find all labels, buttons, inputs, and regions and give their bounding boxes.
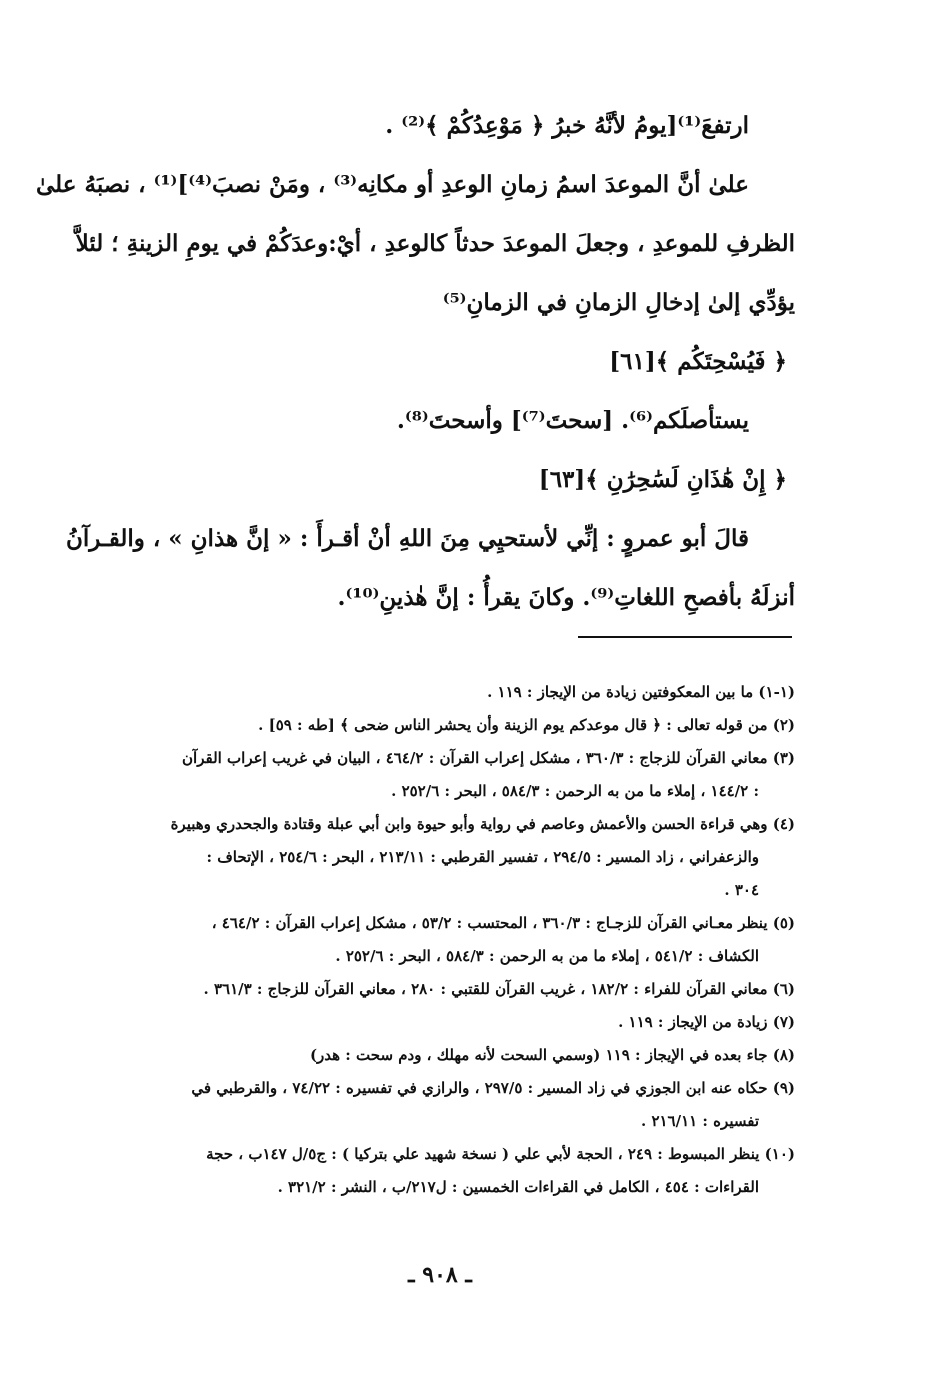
quran-verse-line: ﴿ فَيُسْحِتَكُم ﴾[٦١] (609, 348, 787, 375)
main-text-line: يستأصلَكم⁽⁶⁾. [سحتَ⁽⁷⁾] وأسحتَ⁽⁸⁾. (396, 407, 749, 434)
footnote-line: تفسيره : ٢١٦/١١ . (640, 1112, 759, 1130)
page-number: ـ ٩٠٨ ـ (408, 1262, 472, 1288)
footnote-line: (٨) جاء بعده في الإيجاز : ١١٩ (وسمي السحت لأنه مهلك ، ودم سحت : هدر) (309, 1046, 795, 1064)
footnote-divider (578, 636, 792, 638)
footnote-line: والزعفراني ، زاد المسير : ٢٩٤/٥ ، تفسير القرطبي : ٢١٣/١١ ، البحر : ٢٥٤/٦ ، الإتحاف : (206, 848, 759, 866)
main-text-line: علىٰ أنَّ الموعدَ اسمُ زمانِ الوعدِ أو مكانِه⁽³⁾ ، ومَنْ نصبَ⁽⁴⁾]⁽¹⁾ ، نصبَهُ علىٰ (36, 171, 749, 198)
main-text-line: أنزلَهُ بأفصحِ اللغاتِ⁽⁹⁾. وكانَ يقرأُ : إنَّ هٰذينِ⁽¹⁰⁾. (337, 584, 795, 611)
main-text-line: يؤدِّي إلىٰ إدخالِ الزمانِ في الزمانِ⁽⁵⁾ (442, 289, 795, 316)
footnote-line: (٣) معاني القرآن للزجاج : ٣٦٠/٣ ، مشكل إعراب القرآن : ٤٦٤/٢ ، البيان في غريب إعراب القرآن (182, 749, 795, 767)
footnote-line: : ١٤٤/٢ ، إملاء ما من به الرحمن : ٥٨٤/٣ ، البحر : ٢٥٢/٦ . (391, 782, 759, 800)
main-text-line: ارتفعَ⁽¹⁾[يومُ لأنَّهُ خبرُ ﴿ مَوْعِدُكُمْ ﴾⁽²⁾ . (385, 112, 749, 139)
footnote-line: (٥) ينظر معـاني القرآن للزجـاج : ٣٦٠/٣ ، المحتسب : ٥٣/٢ ، مشكل إعراب القرآن : ٤٦٤/٢ ، (211, 914, 795, 932)
main-text-block (36, 96, 795, 627)
footnote-line: ٣٠٤ . (724, 881, 759, 899)
footnote-line: (١-١) ما بين المعكوفتين زيادة من الإيجاز : ١١٩ . (487, 683, 795, 701)
main-text-line: الظرفِ للموعدِ ، وجعلَ الموعدَ حدثاً كالوعدِ ، أيْ:وعدَكُمْ في يومِ الزينةِ ؛ لئلاَّ (75, 230, 795, 257)
main-text-line: قالَ أبو عمروٍ : إنِّي لأستحيِي مِنَ اللهِ أنْ أقـرأَ : « إنَّ هذانِ » ، والقـرآنُ (66, 525, 749, 552)
footnote-line: (٦) معاني القرآن للفراء : ١٨٢/٢ ، غريب القرآن للقتبي : ٢٨٠ ، معاني القرآن للزجاج : ٣٦١/٣ . (203, 980, 795, 998)
footnote-line: (٧) زيادة من الإيجاز : ١١٩ . (618, 1013, 795, 1031)
footnote-line: القراءات : ٤٥٤ ، الكامل في القراءات الخمسين : ل٢١٧/ب ، النشر : ٣٢١/٢ . (277, 1178, 759, 1196)
footnote-line: (١٠) ينظر المبسوط : ٢٤٩ ، الحجة لأبي علي ( نسخة شهيد علي بتركيا ) : ج٥/ل ١٤٧ب ، حجة (206, 1145, 795, 1163)
quran-verse-line: ﴿ إِنْ هَٰذَانِ لَسَٰحِرَٰنِ ﴾[٦٣] (538, 466, 787, 493)
footnote-line: (٢) من قوله تعالى : ﴿ قال موعدكم يوم الزينة وأن يحشر الناس ضحى ﴾ [طه : ٥٩] . (258, 716, 795, 734)
footnotes-block (100, 676, 795, 1204)
footnote-line: (٤) وهي قراءة الحسن والأعمش وعاصم في رواية وأبو حيوة وابن أبي عبلة وقتادة والجحدري وهبيرة (170, 815, 795, 833)
footnote-line: الكشاف : ٥٤١/٢ ، إملاء ما من به الرحمن : ٥٨٤/٣ ، البحر : ٢٥٢/٦ . (335, 947, 759, 965)
footnote-line: (٩) حكاه عنه ابن الجوزي في زاد المسير : ٢٩٧/٥ ، والرازي في تفسيره : ٧٤/٢٢ ، والقرطبي في (191, 1079, 795, 1097)
